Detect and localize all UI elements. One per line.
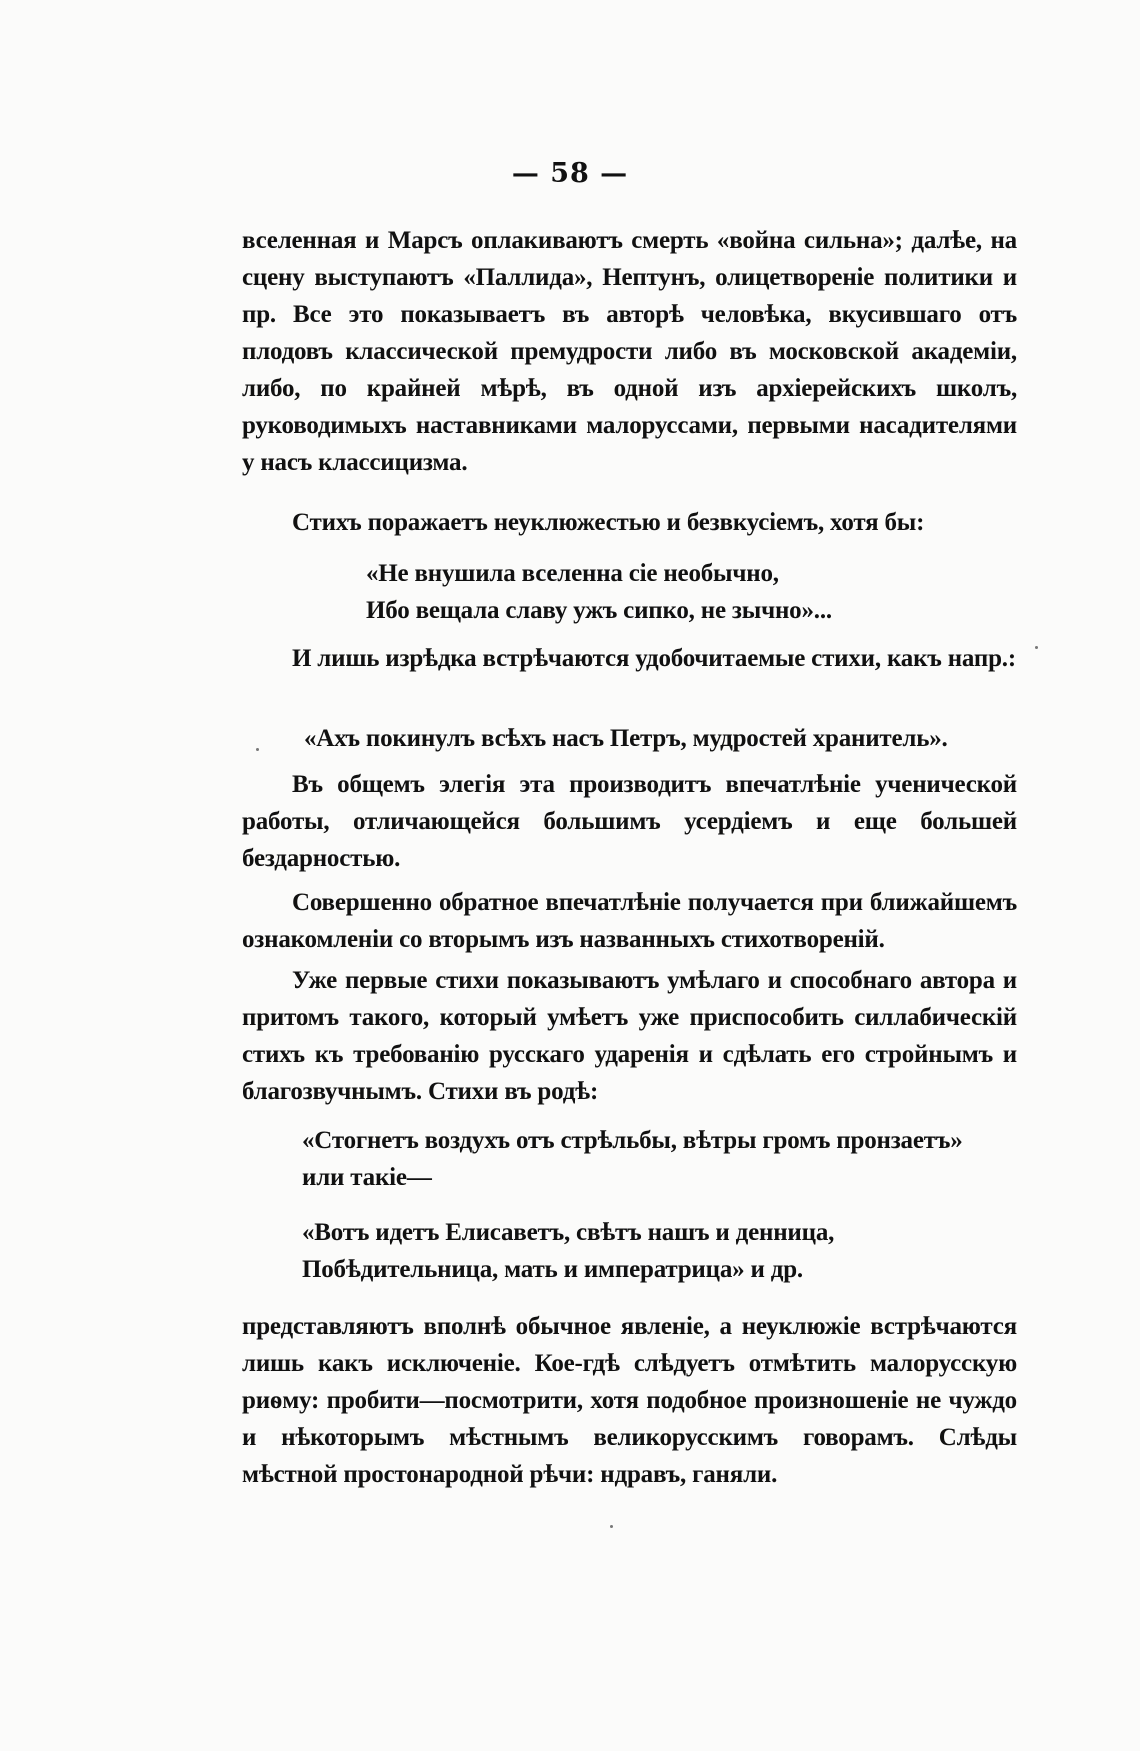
verse-line: Ибо вещала славу ужъ сипко, не зычно»...	[366, 597, 832, 624]
paragraph-1: вселенная и Марсъ оплакиваютъ смерть «война сильна»; далѣе, на сцену выступаютъ «Паллида», Нептунъ, олицетвореніе политики и пр. Все это показываетъ въ авторѣ человѣка, вкусившаго отъ плодовъ классической премудрости либо въ московской академіи, либо, по крайней мѣрѣ, въ одной изъ архіерейскихъ школъ, руководимыхъ наставниками малоруссами, первыми насадителями у насъ классицизма.	[242, 227, 1017, 476]
paragraph-5: Совершенно обратное впечатлѣніе получается при ближайшемъ ознакомленіи со вторымъ изъ названныхъ стихотвореній.	[242, 889, 1017, 953]
verse-quote-1	[366, 555, 986, 629]
verse-quote-3	[302, 1122, 1022, 1196]
paragraph-7: представляютъ вполнѣ обычное явленіе, а неуклюжіе встрѣчаются лишь какъ исключеніе. Кое-гдѣ слѣдуетъ отмѣтить малорусскую риѳму: пробити—посмотрити, хотя подобное произношеніе не чуждо и нѣкоторымъ мѣстнымъ великорусскимъ говорамъ. Слѣды мѣстной простонародной рѣчи: ндравъ, ганяли.	[242, 1313, 1017, 1488]
verse-quote-2	[304, 720, 1024, 757]
print-speck	[256, 748, 259, 751]
verse-quote-4	[302, 1214, 1022, 1288]
verse-line: «Ахъ покинулъ всѣхъ насъ Петръ, мудростей хранитель».	[304, 725, 948, 752]
paragraph-4: Въ общемъ элегія эта производитъ впечатлѣніе ученической работы, отличающейся большимъ усердіемъ и еще большей бездарностью.	[242, 771, 1017, 872]
page-number: — 58 —	[511, 158, 629, 189]
paragraph-2: Стихъ поражаетъ неуклюжестью и безвкусіемъ, хотя бы:	[292, 509, 925, 536]
print-speck	[610, 1525, 613, 1528]
verse-line: «Не внушила вселенна сіе необычно,	[366, 560, 779, 587]
verse-line: «Вотъ идетъ Елисаветъ, свѣтъ нашъ и денница,	[302, 1219, 835, 1246]
verse-line: или такіе—	[302, 1164, 432, 1191]
verse-line: Побѣдительница, мать и императрица» и др.	[302, 1256, 803, 1283]
paragraph-3: И лишь изрѣдка встрѣчаются удобочитаемые стихи, какъ напр.:	[292, 645, 1016, 672]
paragraph-6: Уже первые стихи показываютъ умѣлаго и способнаго автора и притомъ такого, который умѣетъ уже приспособить силлабическій стихъ къ требованію русскаго ударенія и сдѣлать его стройнымъ и благозвучнымъ. Стихи въ родѣ:	[242, 967, 1017, 1105]
verse-line: «Стогнетъ воздухъ отъ стрѣльбы, вѣтры громъ пронзаетъ»	[302, 1127, 963, 1154]
print-speck	[1035, 646, 1038, 649]
